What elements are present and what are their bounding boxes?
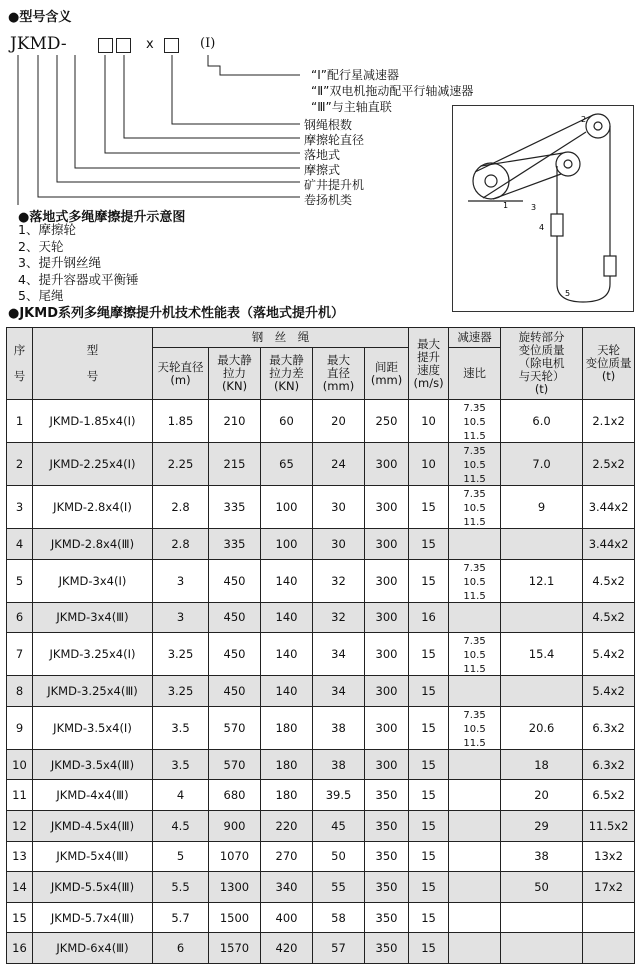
row-wheel-diameter: 4 <box>153 780 209 811</box>
row-rope-diameter: 38 <box>313 749 365 780</box>
row-rotating-mass <box>501 602 583 633</box>
row-seq: 16 <box>7 933 33 964</box>
row-spacing: 300 <box>365 559 409 602</box>
row-wheel-diameter: 2.25 <box>153 443 209 486</box>
ratio-value: 10.5 <box>463 576 486 588</box>
diagram-label: 3 <box>531 203 537 212</box>
row-model: JKMD-3x4(Ⅰ) <box>33 559 153 602</box>
row-wheel-diameter: 4.5 <box>153 810 209 841</box>
row-static-tension: 450 <box>209 602 261 633</box>
row-speed: 15 <box>409 933 449 964</box>
row-ratio <box>449 486 501 529</box>
row-spacing: 350 <box>365 780 409 811</box>
row-rotating-mass: 15.4 <box>501 633 583 676</box>
legend-item: 4、提升容器或平衡锤 <box>18 271 139 287</box>
row-wheel-diameter: 3.5 <box>153 749 209 780</box>
section-title-diagram: ●落地式多绳摩擦提升示意图 <box>18 210 186 225</box>
row-tension-diff: 140 <box>261 559 313 602</box>
row-spacing: 350 <box>365 841 409 872</box>
row-sheave-mass: 4.5x2 <box>583 559 635 602</box>
legend-item: 5、尾绳 <box>18 288 64 303</box>
hoist-schematic-drawing <box>453 106 633 311</box>
row-sheave-mass: 3.44x2 <box>583 486 635 529</box>
row-rotating-mass: 7.0 <box>501 443 583 486</box>
model-code-suffix: (I) <box>200 36 216 51</box>
row-seq: 9 <box>7 706 33 749</box>
diagram-legend <box>18 222 138 305</box>
table-row <box>7 706 635 749</box>
row-rotating-mass: 20.6 <box>501 706 583 749</box>
row-speed: 15 <box>409 780 449 811</box>
row-wheel-diameter: 3 <box>153 559 209 602</box>
row-ratio <box>449 933 501 964</box>
header-reducer: 减速器 <box>449 328 501 348</box>
row-model: JKMD-4.5x4(Ⅲ) <box>33 810 153 841</box>
ratio-value: 11.5 <box>463 431 486 442</box>
row-tension-diff: 100 <box>261 486 313 529</box>
header-wire-rope: 钢 丝 绳 <box>153 328 409 348</box>
row-model: JKMD-4x4(Ⅲ) <box>33 780 153 811</box>
row-static-tension: 680 <box>209 780 261 811</box>
row-speed: 15 <box>409 676 449 707</box>
code-label-mine-hoist: 矿井提升机 <box>304 178 365 192</box>
ratio-value: 11.5 <box>463 664 486 676</box>
row-sheave-mass: 2.5x2 <box>583 443 635 486</box>
ratio-value: 7.35 <box>463 709 486 721</box>
row-sheave-mass: 6.5x2 <box>583 780 635 811</box>
row-seq: 10 <box>7 749 33 780</box>
row-static-tension: 450 <box>209 559 261 602</box>
row-seq: 1 <box>7 400 33 443</box>
row-seq: 3 <box>7 486 33 529</box>
row-spacing: 350 <box>365 902 409 933</box>
row-rope-diameter: 50 <box>313 841 365 872</box>
row-speed: 15 <box>409 841 449 872</box>
model-code-x: x <box>146 37 154 52</box>
row-speed: 15 <box>409 529 449 560</box>
ratio-value: 10.5 <box>463 503 486 514</box>
row-static-tension: 335 <box>209 486 261 529</box>
row-rotating-mass <box>501 529 583 560</box>
row-sheave-mass: 6.3x2 <box>583 749 635 780</box>
row-seq: 7 <box>7 633 33 676</box>
row-spacing: 300 <box>365 486 409 529</box>
row-ratio <box>449 400 501 443</box>
model-code-prefix: JKMD- <box>10 34 67 54</box>
row-rotating-mass <box>501 902 583 933</box>
row-spacing: 300 <box>365 749 409 780</box>
row-spacing: 250 <box>365 400 409 443</box>
row-speed: 15 <box>409 810 449 841</box>
row-static-tension: 450 <box>209 633 261 676</box>
table-row <box>7 633 635 676</box>
ratio-value: 10.5 <box>463 723 486 735</box>
header-ratio: 速比 <box>449 348 501 400</box>
header-max-rope-diameter: 最大 直径 (mm) <box>313 348 365 400</box>
row-static-tension: 210 <box>209 400 261 443</box>
ratio-value: 7.35 <box>463 489 486 500</box>
row-tension-diff: 420 <box>261 933 313 964</box>
row-wheel-diameter: 3.5 <box>153 706 209 749</box>
diagram-label: 4 <box>539 223 545 232</box>
table-row <box>7 529 635 560</box>
row-sheave-mass: 17x2 <box>583 872 635 903</box>
code-label-friction-type: 摩擦式 <box>304 163 341 177</box>
row-speed: 15 <box>409 872 449 903</box>
row-rope-diameter: 39.5 <box>313 780 365 811</box>
row-spacing: 300 <box>365 676 409 707</box>
row-rotating-mass: 6.0 <box>501 400 583 443</box>
row-wheel-diameter: 3.25 <box>153 676 209 707</box>
row-tension-diff: 220 <box>261 810 313 841</box>
row-sheave-mass: 6.3x2 <box>583 706 635 749</box>
row-seq: 8 <box>7 676 33 707</box>
row-tension-diff: 60 <box>261 400 313 443</box>
ratio-value: 7.35 <box>463 562 486 574</box>
row-ratio <box>449 559 501 602</box>
row-speed: 15 <box>409 749 449 780</box>
row-spacing: 300 <box>365 529 409 560</box>
row-sheave-mass: 3.44x2 <box>583 529 635 560</box>
code-label-floor-type: 落地式 <box>304 148 341 162</box>
row-model: JKMD-5x4(Ⅲ) <box>33 841 153 872</box>
header-sheave-mass: 天轮 变位质量 (t) <box>583 328 635 400</box>
header-spacing: 间距 (mm) <box>365 348 409 400</box>
row-spacing: 300 <box>365 443 409 486</box>
row-model: JKMD-2.8x4(Ⅲ) <box>33 529 153 560</box>
code-label-winch-class: 卷扬机类 <box>304 193 353 207</box>
row-sheave-mass: 5.4x2 <box>583 633 635 676</box>
row-tension-diff: 270 <box>261 841 313 872</box>
row-ratio <box>449 602 501 633</box>
row-rotating-mass: 50 <box>501 872 583 903</box>
row-model: JKMD-2.25x4(Ⅰ) <box>33 443 153 486</box>
row-sheave-mass <box>583 933 635 964</box>
code-label-rope-count: 钢绳根数 <box>304 118 353 132</box>
row-ratio <box>449 443 501 486</box>
legend-item: 3、提升钢丝绳 <box>18 255 101 270</box>
table-row <box>7 602 635 633</box>
ratio-value: 11.5 <box>463 517 486 528</box>
legend-item: 2、天轮 <box>18 238 64 254</box>
row-seq: 4 <box>7 529 33 560</box>
row-static-tension: 900 <box>209 810 261 841</box>
header-model: 型 号 <box>33 328 153 400</box>
row-speed: 10 <box>409 400 449 443</box>
row-wheel-diameter: 3 <box>153 602 209 633</box>
row-seq: 6 <box>7 602 33 633</box>
row-ratio <box>449 902 501 933</box>
row-model: JKMD-5.5x4(Ⅲ) <box>33 872 153 903</box>
diagram-label: 5 <box>565 289 571 298</box>
ratio-value: 7.35 <box>463 636 486 648</box>
row-tension-diff: 100 <box>261 529 313 560</box>
header-wheel-diameter: 天轮直径 (m) <box>153 348 209 400</box>
row-seq: 2 <box>7 443 33 486</box>
row-rotating-mass <box>501 676 583 707</box>
ratio-value: 11.5 <box>463 590 486 602</box>
row-ratio <box>449 676 501 707</box>
row-static-tension: 335 <box>209 529 261 560</box>
ratio-value: 10.5 <box>463 650 486 662</box>
row-speed: 15 <box>409 902 449 933</box>
table-row <box>7 841 635 872</box>
row-tension-diff: 180 <box>261 749 313 780</box>
header-max-tension-diff: 最大静 拉力差 (KN) <box>261 348 313 400</box>
row-rope-diameter: 34 <box>313 633 365 676</box>
section-title-model-meaning: ●型号含义 <box>8 10 72 25</box>
row-ratio <box>449 810 501 841</box>
row-ratio <box>449 872 501 903</box>
row-tension-diff: 140 <box>261 633 313 676</box>
ratio-value: 11.5 <box>463 737 486 749</box>
diagram-label: 1 <box>503 201 509 210</box>
row-static-tension: 1070 <box>209 841 261 872</box>
section-title-spec-table: ●JKMD系列多绳摩擦提升机技术性能表（落地式提升机） <box>8 306 344 321</box>
row-static-tension: 1300 <box>209 872 261 903</box>
legend-item: 1、摩擦轮 <box>18 222 76 237</box>
row-spacing: 300 <box>365 633 409 676</box>
row-rope-diameter: 32 <box>313 602 365 633</box>
table-row <box>7 780 635 811</box>
row-ratio <box>449 706 501 749</box>
row-seq: 12 <box>7 810 33 841</box>
row-wheel-diameter: 3.25 <box>153 633 209 676</box>
row-sheave-mass: 13x2 <box>583 841 635 872</box>
spec-table <box>6 327 635 964</box>
row-ratio <box>449 749 501 780</box>
row-wheel-diameter: 2.8 <box>153 529 209 560</box>
row-ratio <box>449 780 501 811</box>
row-spacing: 350 <box>365 872 409 903</box>
row-model: JKMD-3.5x4(Ⅲ) <box>33 749 153 780</box>
row-rope-diameter: 34 <box>313 676 365 707</box>
row-spacing: 300 <box>365 706 409 749</box>
row-tension-diff: 180 <box>261 780 313 811</box>
row-seq: 11 <box>7 780 33 811</box>
hoist-schematic <box>452 105 634 312</box>
row-wheel-diameter: 2.8 <box>153 486 209 529</box>
row-static-tension: 450 <box>209 676 261 707</box>
row-ratio <box>449 841 501 872</box>
row-rotating-mass: 9 <box>501 486 583 529</box>
row-rope-diameter: 38 <box>313 706 365 749</box>
row-wheel-diameter: 5.5 <box>153 872 209 903</box>
row-speed: 15 <box>409 559 449 602</box>
diagram-label: 2 <box>581 115 587 124</box>
row-rope-diameter: 55 <box>313 872 365 903</box>
code-label-type-3: “Ⅲ”与主轴直联 <box>311 100 392 114</box>
row-tension-diff: 180 <box>261 706 313 749</box>
header-max-speed: 最大 提升 速度 (m/s) <box>409 328 449 400</box>
row-rotating-mass <box>501 933 583 964</box>
table-row <box>7 933 635 964</box>
row-model: JKMD-3.5x4(Ⅰ) <box>33 706 153 749</box>
row-model: JKMD-6x4(Ⅲ) <box>33 933 153 964</box>
row-tension-diff: 140 <box>261 602 313 633</box>
row-ratio <box>449 529 501 560</box>
ratio-value: 7.35 <box>463 446 486 457</box>
table-row <box>7 749 635 780</box>
row-rope-diameter: 24 <box>313 443 365 486</box>
row-seq: 14 <box>7 872 33 903</box>
row-spacing: 300 <box>365 602 409 633</box>
row-rotating-mass: 38 <box>501 841 583 872</box>
row-static-tension: 570 <box>209 706 261 749</box>
row-sheave-mass: 4.5x2 <box>583 602 635 633</box>
header-rotating-mass: 旋转部分 变位质量 （除电机 与天轮） (t) <box>501 328 583 400</box>
table-row <box>7 676 635 707</box>
row-wheel-diameter: 1.85 <box>153 400 209 443</box>
row-wheel-diameter: 5.7 <box>153 902 209 933</box>
row-tension-diff: 340 <box>261 872 313 903</box>
table-row <box>7 400 635 443</box>
row-seq: 5 <box>7 559 33 602</box>
row-tension-diff: 400 <box>261 902 313 933</box>
row-rope-diameter: 20 <box>313 400 365 443</box>
ratio-value: 10.5 <box>463 460 486 471</box>
row-model: JKMD-3x4(Ⅲ) <box>33 602 153 633</box>
table-row <box>7 810 635 841</box>
table-row <box>7 443 635 486</box>
row-rotating-mass: 29 <box>501 810 583 841</box>
row-model: JKMD-3.25x4(Ⅲ) <box>33 676 153 707</box>
code-label-wheel-diameter: 摩擦轮直径 <box>304 133 365 147</box>
row-rope-diameter: 45 <box>313 810 365 841</box>
row-rope-diameter: 57 <box>313 933 365 964</box>
row-speed: 15 <box>409 706 449 749</box>
row-sheave-mass <box>583 902 635 933</box>
row-sheave-mass: 2.1x2 <box>583 400 635 443</box>
row-speed: 16 <box>409 602 449 633</box>
row-speed: 15 <box>409 486 449 529</box>
row-rope-diameter: 30 <box>313 486 365 529</box>
row-speed: 15 <box>409 633 449 676</box>
row-rope-diameter: 30 <box>313 529 365 560</box>
ratio-value: 11.5 <box>463 474 486 485</box>
row-spacing: 350 <box>365 933 409 964</box>
row-seq: 15 <box>7 902 33 933</box>
code-label-type-1: “Ⅰ”配行星减速器 <box>311 68 399 82</box>
ratio-value: 7.35 <box>463 403 486 414</box>
row-wheel-diameter: 5 <box>153 841 209 872</box>
row-sheave-mass: 5.4x2 <box>583 676 635 707</box>
header-seq: 序 号 <box>7 328 33 400</box>
row-model: JKMD-2.8x4(Ⅰ) <box>33 486 153 529</box>
row-rotating-mass: 12.1 <box>501 559 583 602</box>
row-rope-diameter: 32 <box>313 559 365 602</box>
row-tension-diff: 140 <box>261 676 313 707</box>
row-rotating-mass: 20 <box>501 780 583 811</box>
table-row <box>7 559 635 602</box>
row-static-tension: 1500 <box>209 902 261 933</box>
row-speed: 10 <box>409 443 449 486</box>
row-ratio <box>449 633 501 676</box>
table-row <box>7 872 635 903</box>
row-model: JKMD-3.25x4(Ⅰ) <box>33 633 153 676</box>
table-row <box>7 486 635 529</box>
code-label-type-2: “Ⅱ”双电机拖动配平行轴减速器 <box>311 84 474 98</box>
row-model: JKMD-1.85x4(Ⅰ) <box>33 400 153 443</box>
row-model: JKMD-5.7x4(Ⅲ) <box>33 902 153 933</box>
row-wheel-diameter: 6 <box>153 933 209 964</box>
row-sheave-mass: 11.5x2 <box>583 810 635 841</box>
ratio-value: 10.5 <box>463 417 486 428</box>
row-static-tension: 215 <box>209 443 261 486</box>
row-seq: 13 <box>7 841 33 872</box>
row-static-tension: 570 <box>209 749 261 780</box>
row-tension-diff: 65 <box>261 443 313 486</box>
row-static-tension: 1570 <box>209 933 261 964</box>
table-row <box>7 902 635 933</box>
header-max-static-tension: 最大静 拉力 (KN) <box>209 348 261 400</box>
row-spacing: 350 <box>365 810 409 841</box>
row-rope-diameter: 58 <box>313 902 365 933</box>
row-rotating-mass: 18 <box>501 749 583 780</box>
